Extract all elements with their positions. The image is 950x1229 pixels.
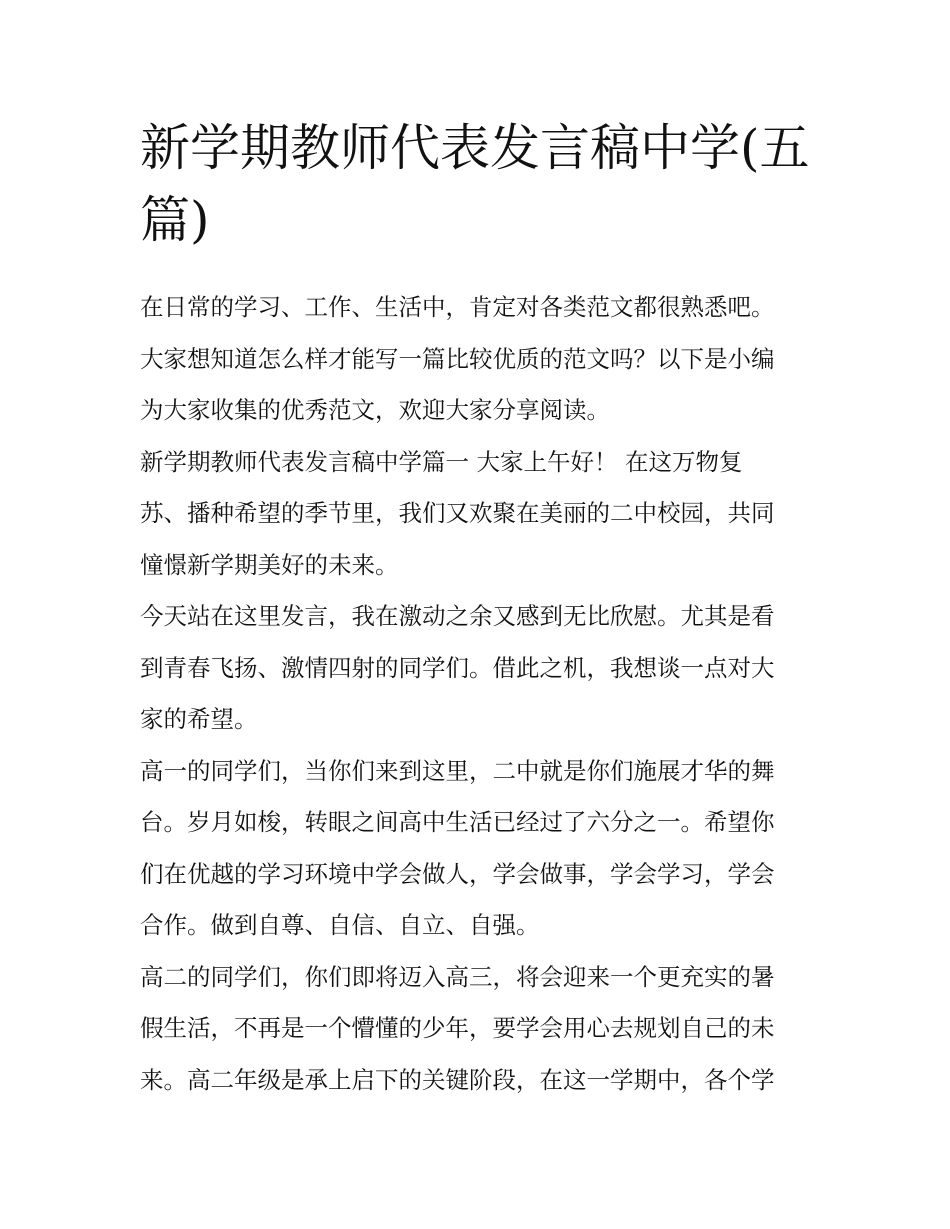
document-body: [140, 282, 830, 1106]
text-line: 新学期教师代表发言稿中学篇一 大家上午好！ 在这万物复: [140, 447, 743, 476]
text-line: 今天站在这里发言，我在激动之余又感到无比欣慰。尤其是看: [140, 602, 775, 630]
text-line: 在日常的学习、工作、生活中，肯定对各类范文都很熟悉吧。: [140, 293, 775, 321]
text-line: 为大家收集的优秀范文，欢迎大家分享阅读。: [140, 396, 610, 424]
text-line: 大家想知道怎么样才能写一篇比较优质的范文吗？以下是小编: [140, 344, 775, 373]
text-line: 们在优越的学习环境中学会做人，学会做事，学会学习，学会: [140, 859, 775, 888]
text-line: 合作。做到自尊、自信、自立、自强。: [140, 911, 540, 939]
text-line: 憧憬新学期美好的未来。: [140, 550, 399, 579]
title-line-1: 新学期教师代表发言稿中学(五: [140, 119, 810, 177]
text-line: 台。岁月如梭，转眼之间高中生活已经过了六分之一。希望你: [140, 808, 775, 836]
text-line: 到青春飞扬、激情四射的同学们。借此之机，我想谈一点对大: [140, 653, 775, 682]
text-line: 假生活，不再是一个懵懂的少年，要学会用心去规划自己的未: [140, 1014, 775, 1042]
text-line: 家的希望。: [140, 705, 258, 733]
document-title: [140, 112, 830, 256]
title-line-2: 篇): [140, 191, 210, 249]
text-line: 高一的同学们，当你们来到这里，二中就是你们施展才华的舞: [140, 756, 775, 785]
text-line: 苏、播种希望的季节里，我们又欢聚在美丽的二中校园，共同: [140, 499, 775, 527]
text-line: 来。高二年级是承上启下的关键阶段，在这一学期中，各个学: [140, 1065, 775, 1094]
text-line: 高二的同学们，你们即将迈入高三，将会迎来一个更充实的暑: [140, 962, 775, 991]
